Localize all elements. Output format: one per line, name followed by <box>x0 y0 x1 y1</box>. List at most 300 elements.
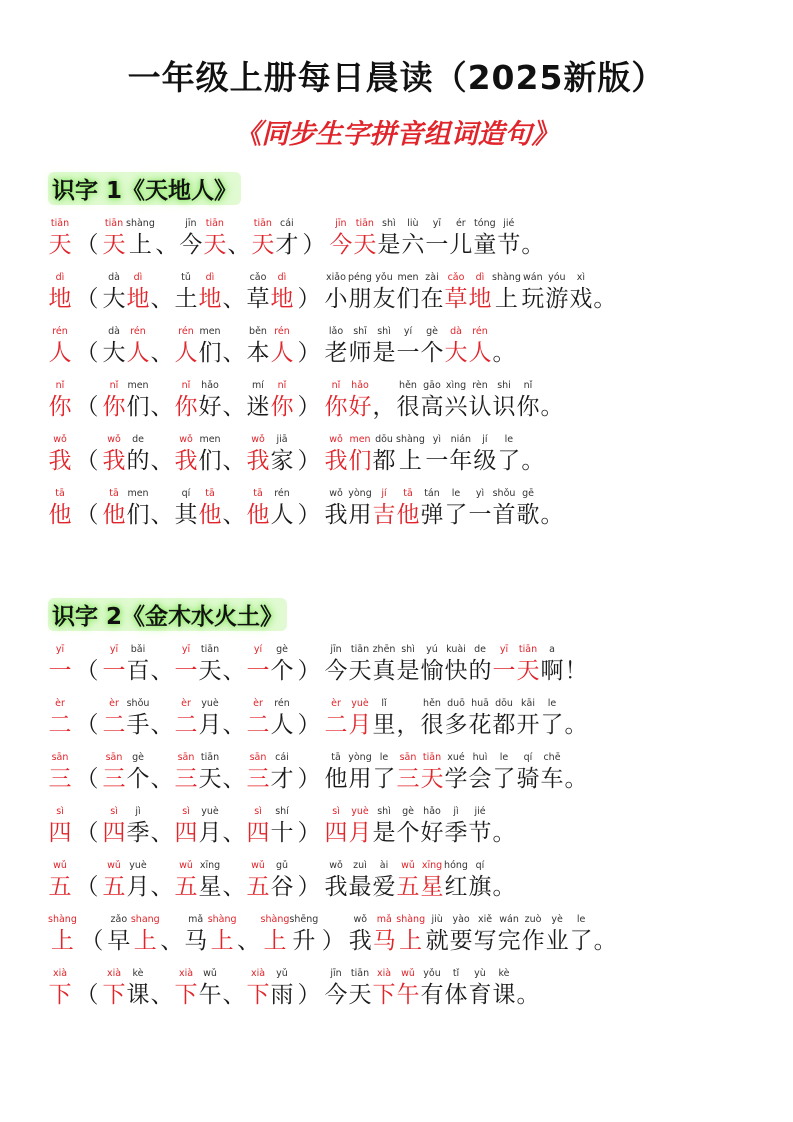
pinyin: yī <box>432 218 441 229</box>
hanzi: 我 <box>324 874 348 900</box>
hanzi: 天 <box>102 232 126 258</box>
pinyin: mí <box>252 380 264 391</box>
character <box>420 380 444 422</box>
pinyin: xià <box>178 968 194 979</box>
punctuation: （ <box>75 766 99 792</box>
character <box>174 272 198 314</box>
hanzi: 家 <box>270 448 294 474</box>
pinyin: men <box>199 434 221 445</box>
pinyin: yì <box>475 488 485 499</box>
pinyin: kuài <box>446 644 466 655</box>
hanzi: 五 <box>246 874 270 900</box>
hanzi: 天 <box>198 766 222 792</box>
hanzi: 首 <box>492 502 516 528</box>
hanzi: 用 <box>348 502 372 528</box>
hanzi: 年 <box>449 448 473 474</box>
hanzi: 一 <box>102 658 126 684</box>
pinyin: tǐ <box>452 968 460 979</box>
character <box>324 326 348 368</box>
character <box>324 272 348 314</box>
pinyin: zuò <box>524 914 542 925</box>
hanzi: 上 <box>399 928 423 954</box>
punctuation: 、 <box>222 448 246 474</box>
punctuation: 。 <box>492 340 516 366</box>
pinyin: le <box>576 914 586 925</box>
pinyin: tiān <box>422 752 442 763</box>
hanzi: 五 <box>102 874 126 900</box>
character <box>126 488 150 530</box>
hanzi: 啊 <box>540 658 564 684</box>
character <box>270 434 294 476</box>
character <box>401 218 425 260</box>
pinyin: yuè <box>351 698 369 709</box>
pinyin: yuè <box>129 860 147 871</box>
hanzi: 们 <box>126 394 150 420</box>
pinyin: gè <box>132 752 144 763</box>
hanzi: 天 <box>348 658 372 684</box>
punctuation: ） <box>297 286 321 312</box>
hanzi: 完 <box>497 928 521 954</box>
character <box>468 860 492 902</box>
character <box>468 380 492 422</box>
character <box>473 218 497 260</box>
pinyin: de <box>132 434 144 445</box>
hanzi: 在 <box>420 286 444 312</box>
key-character <box>48 914 77 956</box>
punctuation: 、 <box>150 820 174 846</box>
punctuation: ） <box>297 658 321 684</box>
key-character <box>348 434 372 476</box>
punctuation: 、 <box>150 712 174 738</box>
punctuation: 、 <box>150 982 174 1008</box>
hanzi: 天 <box>251 232 275 258</box>
page-subtitle: 《同步生字拼音组词造句》 <box>234 119 559 150</box>
pinyin: zài <box>425 272 439 283</box>
hanzi: 一 <box>48 658 72 684</box>
hanzi: 才 <box>270 766 294 792</box>
character <box>396 806 420 848</box>
pinyin: men <box>349 434 371 445</box>
pinyin: dì <box>475 272 485 283</box>
pinyin: jié <box>474 806 486 817</box>
key-character <box>468 326 492 368</box>
hanzi: 星 <box>198 874 222 900</box>
hanzi: 人 <box>468 340 492 366</box>
character <box>372 644 396 686</box>
key-character <box>131 914 160 956</box>
hanzi: 三 <box>246 766 270 792</box>
pinyin: tā <box>253 488 263 499</box>
hanzi: 一 <box>492 658 516 684</box>
hanzi: 车 <box>540 766 564 792</box>
hanzi: 他 <box>396 502 420 528</box>
hanzi: 大 <box>102 340 126 366</box>
punctuation: 、 <box>150 286 174 312</box>
key-character <box>48 380 72 422</box>
pinyin: duō <box>447 698 465 709</box>
hanzi: 节 <box>497 232 521 258</box>
hanzi: 们 <box>126 502 150 528</box>
key-character <box>396 968 420 1010</box>
pinyin: xià <box>52 968 68 979</box>
character <box>420 488 444 530</box>
hanzi: 手 <box>126 712 150 738</box>
punctuation: 。 <box>516 982 540 1008</box>
character <box>270 860 294 902</box>
key-character <box>102 380 126 422</box>
hanzi: 人 <box>126 340 150 366</box>
pinyin: yuè <box>351 806 369 817</box>
hanzi: 个 <box>396 820 420 846</box>
key-character <box>324 380 348 422</box>
pinyin: zǎo <box>110 914 128 925</box>
pinyin: qí <box>475 860 485 871</box>
character <box>497 218 521 260</box>
hanzi: 里 <box>372 712 396 738</box>
pinyin: shì <box>401 644 415 655</box>
hanzi: 其 <box>174 502 198 528</box>
hanzi: 四 <box>324 820 348 846</box>
key-character <box>48 218 72 260</box>
pinyin: tiān <box>350 644 370 655</box>
pinyin: cái <box>275 752 289 763</box>
hanzi: 人 <box>270 502 294 528</box>
pinyin: wǔ <box>53 860 67 871</box>
pinyin: sì <box>56 806 64 817</box>
pinyin: jiā <box>276 434 288 445</box>
pinyin: yǒu <box>423 968 441 979</box>
pinyin: xiě <box>478 914 493 925</box>
pinyin: yè <box>551 914 563 925</box>
key-character <box>198 488 222 530</box>
pinyin: gē <box>522 488 534 499</box>
hanzi: 地 <box>270 286 294 312</box>
pinyin: wǒ <box>107 434 121 445</box>
punctuation: ， <box>372 394 396 420</box>
pinyin: gè <box>276 644 288 655</box>
hanzi: 用 <box>348 766 372 792</box>
pinyin: tā <box>109 488 119 499</box>
key-character <box>174 860 198 902</box>
hanzi: 今 <box>324 982 348 1008</box>
punctuation: 、 <box>160 928 184 954</box>
pinyin: shang <box>130 914 160 925</box>
character <box>444 752 468 794</box>
hanzi: 会 <box>468 766 492 792</box>
punctuation: 。 <box>521 232 545 258</box>
pinyin: zuì <box>353 860 367 871</box>
character <box>198 752 222 794</box>
hanzi: 一 <box>425 232 449 258</box>
character <box>372 698 396 740</box>
pinyin: le <box>451 488 461 499</box>
character <box>516 698 540 740</box>
punctuation: （ <box>75 394 99 420</box>
hanzi: 业 <box>545 928 569 954</box>
character <box>198 968 222 1010</box>
character <box>444 488 468 530</box>
hanzi: 上 <box>494 286 518 312</box>
hanzi: 迷 <box>246 394 270 420</box>
pinyin: nǐ <box>55 380 65 391</box>
pinyin: wǔ <box>179 860 193 871</box>
pinyin: huā <box>471 698 489 709</box>
pinyin: tán <box>424 488 440 499</box>
punctuation: （ <box>75 820 99 846</box>
character <box>126 434 150 476</box>
character <box>444 968 468 1010</box>
key-character <box>126 272 150 314</box>
character <box>420 644 444 686</box>
pinyin: shǒu <box>492 488 516 499</box>
pinyin: yī <box>181 644 191 655</box>
pinyin: dōu <box>375 434 393 445</box>
pinyin: zhēn <box>372 644 396 655</box>
key-character <box>324 698 348 740</box>
hanzi: 了 <box>444 502 468 528</box>
pinyin: wǒ <box>179 434 193 445</box>
hanzi: 多 <box>444 712 468 738</box>
pinyin: yǔ <box>276 968 288 979</box>
pinyin: sān <box>105 752 123 763</box>
pinyin: hóng <box>444 860 468 871</box>
hanzi: 一 <box>468 502 492 528</box>
pinyin: rén <box>274 326 290 337</box>
hanzi: 课 <box>492 982 516 1008</box>
hanzi: 最 <box>348 874 372 900</box>
pinyin: shàng <box>396 434 425 445</box>
pinyin: sān <box>177 752 195 763</box>
hanzi: 我 <box>246 448 270 474</box>
pinyin: jì <box>453 806 459 817</box>
punctuation: （ <box>75 982 99 1008</box>
pinyin: shì <box>377 806 391 817</box>
character <box>102 272 126 314</box>
hanzi: 很 <box>396 394 420 420</box>
pinyin: wán <box>523 272 543 283</box>
token-line <box>48 326 773 368</box>
key-character <box>372 488 396 530</box>
hanzi: 五 <box>174 874 198 900</box>
pinyin: wǒ <box>251 434 265 445</box>
hanzi: 天 <box>420 766 444 792</box>
pinyin: liù <box>407 218 419 229</box>
punctuation: 、 <box>222 766 246 792</box>
character <box>492 752 516 794</box>
hanzi: 月 <box>198 712 222 738</box>
punctuation: ！ <box>564 658 588 684</box>
key-character <box>348 698 372 740</box>
hanzi: 二 <box>102 712 126 738</box>
hanzi: 月 <box>348 712 372 738</box>
character <box>516 488 540 530</box>
punctuation: ） <box>297 394 321 420</box>
key-character <box>246 434 270 476</box>
character <box>372 806 396 848</box>
hanzi: 是 <box>377 232 401 258</box>
pinyin: kè <box>498 968 510 979</box>
key-character <box>329 218 353 260</box>
hanzi: 午 <box>198 982 222 1008</box>
pinyin: dà <box>108 326 120 337</box>
character <box>372 752 396 794</box>
character <box>184 914 208 956</box>
character <box>425 914 449 956</box>
pinyin: rén <box>52 326 68 337</box>
hanzi: 大 <box>102 286 126 312</box>
punctuation: ） <box>302 232 326 258</box>
hanzi: 午 <box>396 982 420 1008</box>
key-character <box>174 752 198 794</box>
key-character <box>208 914 237 956</box>
character <box>324 752 348 794</box>
hanzi: 大 <box>444 340 468 366</box>
pinyin: yì <box>432 434 441 445</box>
key-character <box>48 698 72 740</box>
character <box>372 326 396 368</box>
punctuation: ） <box>297 448 321 474</box>
pinyin: wǒ <box>53 434 67 445</box>
hanzi: 师 <box>348 340 372 366</box>
hanzi: 你 <box>324 394 348 420</box>
character <box>420 806 444 848</box>
pinyin: wǔ <box>401 860 415 871</box>
character <box>348 488 372 530</box>
hanzi: 开 <box>516 712 540 738</box>
entry-row <box>48 968 773 1024</box>
hanzi: 天 <box>516 658 540 684</box>
hanzi: 二 <box>324 712 348 738</box>
key-character <box>48 752 72 794</box>
hanzi: 月 <box>198 820 222 846</box>
character <box>270 968 294 1010</box>
key-character <box>444 326 468 368</box>
hanzi: 三 <box>174 766 198 792</box>
hanzi: 他 <box>324 766 348 792</box>
pinyin: gè <box>402 806 414 817</box>
hanzi: 马 <box>184 928 208 954</box>
hanzi: 了 <box>569 928 593 954</box>
character <box>425 218 449 260</box>
character <box>198 806 222 848</box>
hanzi: 二 <box>246 712 270 738</box>
hanzi: 天 <box>203 232 227 258</box>
pinyin: xué <box>447 752 465 763</box>
hanzi: 都 <box>372 448 396 474</box>
punctuation: 、 <box>150 658 174 684</box>
hanzi: 今 <box>324 658 348 684</box>
pinyin: shàng <box>492 272 521 283</box>
character <box>198 698 222 740</box>
key-character <box>174 806 198 848</box>
pinyin: yǒu <box>375 272 393 283</box>
key-character <box>492 644 516 686</box>
character <box>198 644 222 686</box>
hanzi: 花 <box>468 712 492 738</box>
hanzi: 要 <box>449 928 473 954</box>
character <box>468 968 492 1010</box>
punctuation: 、 <box>222 394 246 420</box>
punctuation: 、 <box>227 232 251 258</box>
hanzi: 都 <box>492 712 516 738</box>
token-line <box>48 698 773 740</box>
pinyin: wǔ <box>203 968 217 979</box>
key-character <box>48 644 72 686</box>
pinyin: yóu <box>548 272 566 283</box>
character <box>449 914 473 956</box>
character <box>492 488 516 530</box>
character <box>540 752 564 794</box>
hanzi: 学 <box>444 766 468 792</box>
hanzi: 上 <box>398 448 422 474</box>
token-line <box>48 914 773 956</box>
pinyin: yí <box>253 644 263 655</box>
key-character <box>102 806 126 848</box>
character <box>449 218 473 260</box>
character <box>126 860 150 902</box>
pinyin: tǔ <box>181 272 191 283</box>
hanzi: 了 <box>372 766 396 792</box>
hanzi: 很 <box>420 712 444 738</box>
pinyin: shì <box>382 218 396 229</box>
pinyin: hǎo <box>201 380 219 391</box>
pinyin: gè <box>426 326 438 337</box>
hanzi: 骑 <box>516 766 540 792</box>
punctuation: 、 <box>222 286 246 312</box>
pinyin: yòng <box>348 752 372 763</box>
pinyin: jīn <box>330 644 342 655</box>
pinyin: mǎ <box>376 914 392 925</box>
hanzi: 他 <box>102 502 126 528</box>
pinyin: cái <box>280 218 294 229</box>
pinyin: jīn <box>330 968 342 979</box>
entry-row <box>48 914 773 970</box>
hanzi: 人 <box>48 340 72 366</box>
pinyin: shàng <box>396 914 426 925</box>
key-character <box>396 488 420 530</box>
punctuation: 、 <box>222 658 246 684</box>
hanzi: 你 <box>102 394 126 420</box>
hanzi: 五 <box>396 874 420 900</box>
character <box>270 806 294 848</box>
punctuation: 。 <box>492 820 516 846</box>
character <box>126 218 155 260</box>
key-character <box>246 860 270 902</box>
hanzi: 下 <box>102 982 126 1008</box>
hanzi: 季 <box>126 820 150 846</box>
pinyin: kāi <box>521 698 535 709</box>
character <box>246 272 270 314</box>
pinyin: ài <box>379 860 389 871</box>
key-character <box>203 218 227 260</box>
entry-row <box>48 434 773 490</box>
hanzi: 的 <box>126 448 150 474</box>
pinyin: yí <box>403 326 413 337</box>
pinyin: gǔ <box>275 860 289 871</box>
hanzi: 童 <box>473 232 497 258</box>
pinyin: men <box>127 380 149 391</box>
hanzi: 一 <box>425 448 449 474</box>
pinyin: shī <box>353 326 367 337</box>
pinyin: le <box>504 434 514 445</box>
hanzi: 星 <box>420 874 444 900</box>
hanzi: 我 <box>48 448 72 474</box>
key-character <box>48 860 72 902</box>
hanzi: 快 <box>444 658 468 684</box>
pinyin: tā <box>331 752 341 763</box>
pinyin: xìng <box>445 380 467 391</box>
pinyin: èr <box>109 698 119 709</box>
